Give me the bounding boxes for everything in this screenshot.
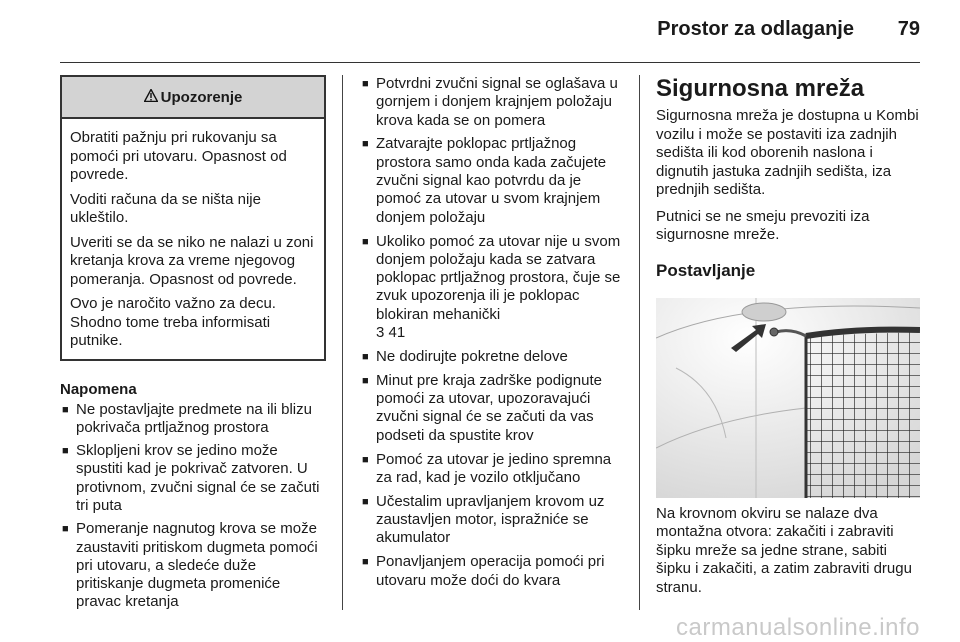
- list-item: ■ Pomoć za utovar je jedino spremna za rad, kad je vozilo otključano: [360, 451, 622, 488]
- warning-box: [60, 75, 326, 361]
- warning-title: Upozorenje: [160, 88, 243, 106]
- list-item: ■ Učestalim upravljanjem krovom uz zaustavljen motor, ispražniće se akumulator: [360, 493, 622, 548]
- section-paragraph: Sigurnosna mreža je dostupna u Kombi vozilu i može se postaviti iza zadnjih sedišta ili kod oborenih naslona i dignutih jastuka zadnjih sedišta, iza prednjih sedišta.: [656, 107, 919, 198]
- watermark: carmanualsonline.info: [676, 614, 920, 641]
- column-divider: [342, 75, 343, 610]
- list-item: ■ Ponavljanjem operacija pomoći pri utovaru može doći do kvara: [360, 553, 622, 590]
- warning-header: [62, 77, 324, 119]
- list-item: ■ Ne postavljajte predmete na ili blizu pokrivača prtljažnog prostora: [60, 401, 324, 438]
- column-divider: [639, 75, 640, 610]
- note-list: [60, 401, 324, 612]
- cross-reference-link[interactable]: [376, 324, 405, 341]
- page-title: Prostor za odlaganje: [657, 18, 854, 40]
- list-item: [360, 233, 622, 343]
- warning-triangle-icon: [144, 89, 158, 106]
- section-title: Sigurnosna mreža: [656, 75, 865, 102]
- header-divider: [60, 62, 920, 63]
- safety-net-illustration: [656, 298, 920, 498]
- list-item: ■ Zatvarajte poklopac prtljažnog prostora samo onda kada začujete zvučni signal kao potvrdu da je pomoć za utovar u svom krajnjem donjem položaju: [360, 135, 622, 226]
- list-item: ■ Ne dodirujte pokretne delove: [360, 348, 622, 366]
- list-item: ■ Sklopljeni krov se jedino može spustiti kad je pokrivač zatvoren. U protivnom, zvučni signal će se začuti tri puta: [60, 442, 324, 515]
- warning-paragraph: Obratiti pažnju pri rukovanju sa pomoći pri utovaru. Opasnost od povrede.: [70, 129, 287, 183]
- figure-caption: Na krovnom okviru se nalaze dva montažna otvora: zakačiti i zabraviti šipku mreže sa jedne strane, sabiti šipku i zakačiti, a zatim zabraviti drugu stranu.: [656, 504, 912, 596]
- xref-page: 41: [388, 324, 406, 342]
- warning-body: [62, 119, 324, 359]
- warning-paragraph: Ovo je naročito važno za decu. Shodno tome treba informisati putnike.: [70, 295, 276, 349]
- left-column: [60, 75, 324, 617]
- list-item: ■ Pomeranje nagnutog krova se može zaustaviti pritiskom dugmeta pomoći pri utovaru, a sledeće duže pritiskanje dugmeta promeniće pravac kretanja: [60, 520, 324, 611]
- note-list-continued: [360, 75, 622, 590]
- list-item-text: Ukoliko pomoć za utovar nije u svom donjem položaju kada se zatvara poklopac prtljažnog prostora, čuje se zvuk upozorenja ili je poklopac blokiran mehanički: [376, 232, 621, 323]
- middle-column: [360, 75, 622, 595]
- list-item: ■ Potvrdni zvučni signal se oglašava u gornjem i donjem krajnjem položaju krova kada se on pomera: [360, 75, 622, 130]
- page-number: 79: [897, 18, 920, 40]
- page-header: [40, 14, 920, 48]
- xref-symbol: 3: [376, 324, 385, 342]
- note-title: Napomena: [60, 380, 137, 398]
- list-item: ■ Minut pre kraja zadrške podignute pomoći za utovar, upozoravajući zvučni signal će se začuti da vas podseti da spustite krov: [360, 372, 622, 445]
- warning-paragraph: Voditi računa da se ništa nije ukleštilo.: [70, 190, 261, 226]
- warning-paragraph: Uveriti se da se niko ne nalazi u zoni kretanja krova za vreme njegovog pomeranja. Opasnost od povrede.: [70, 233, 314, 288]
- section-paragraph: Putnici se ne smeju prevoziti iza sigurnosne mreže.: [656, 207, 870, 243]
- right-column: [656, 75, 920, 605]
- subsection-title: Postavljanje: [656, 260, 756, 280]
